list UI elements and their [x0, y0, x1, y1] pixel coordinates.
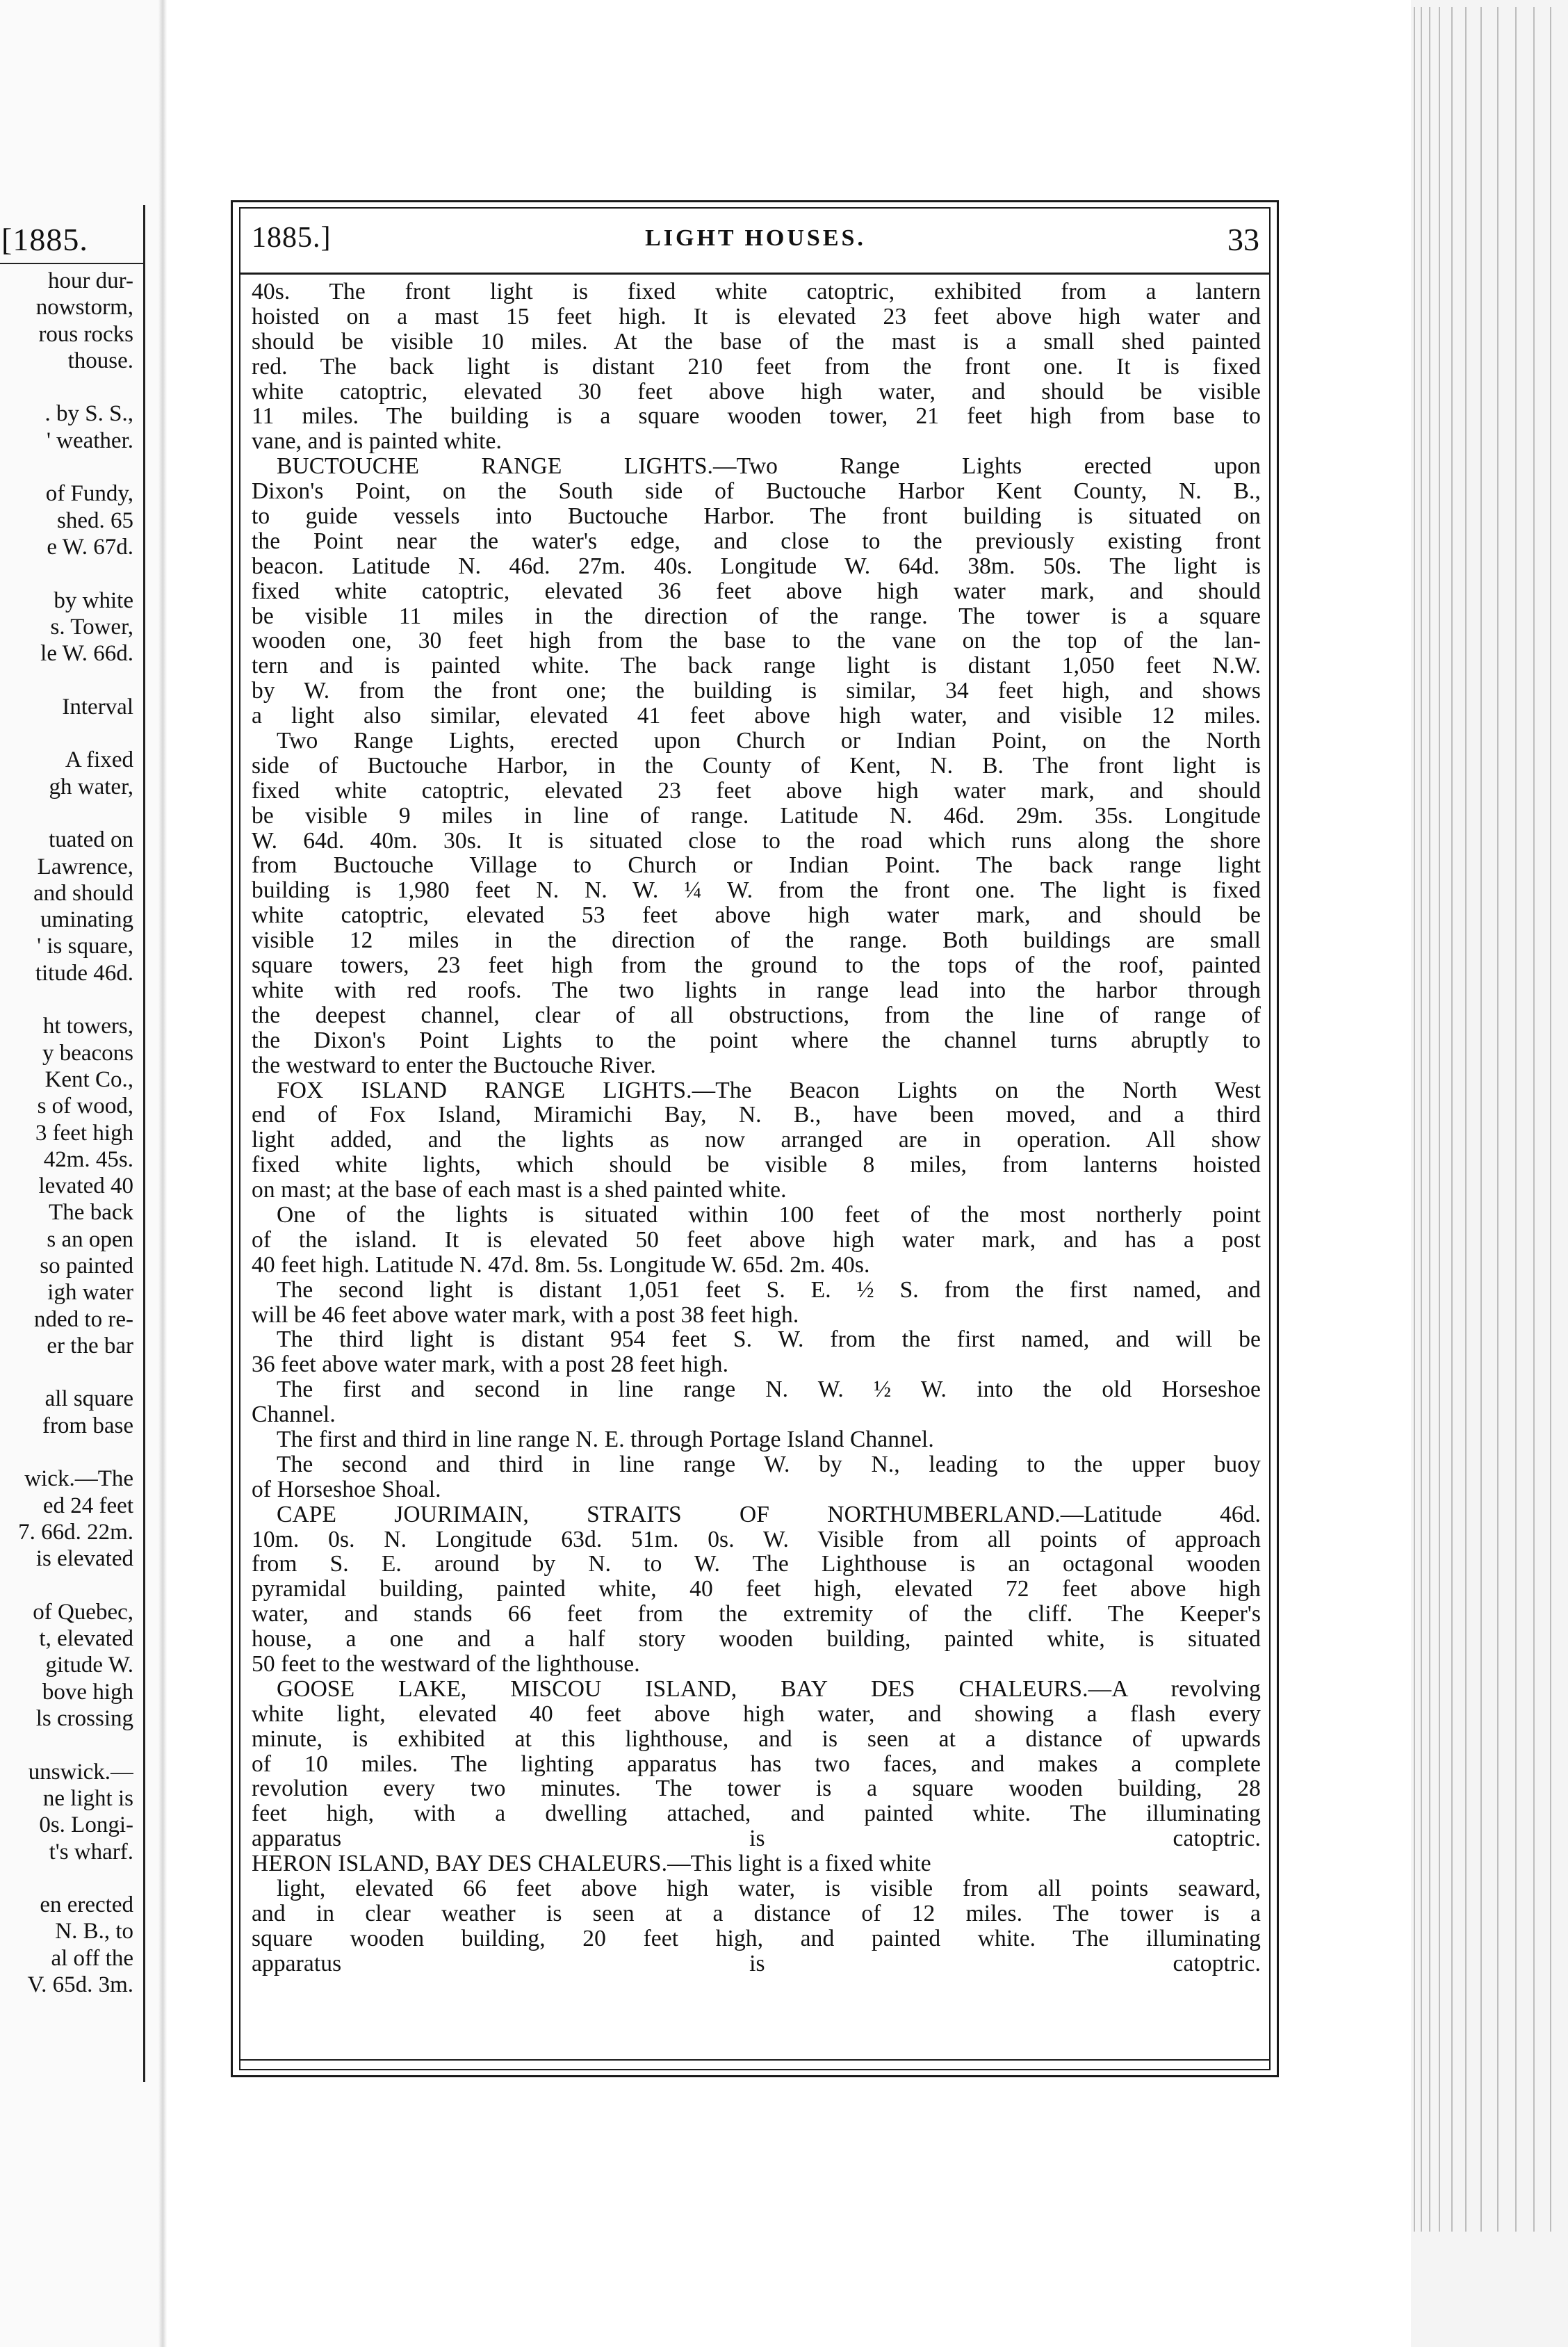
- book-gutter: [158, 0, 167, 2347]
- text-line: to guide vessels into Buctouche Harbor. The front building is situated on: [252, 504, 1261, 529]
- text-line: CAPE JOURIMAIN, STRAITS OF NORTHUMBERLAND.—Latitude 46d.: [277, 1502, 1261, 1527]
- bottom-rule: [239, 2059, 1271, 2061]
- left-page-line: 42m. 45s.: [43, 1146, 133, 1172]
- text-line: The first and third in line range N. E. through Portage Island Channel.: [277, 1427, 934, 1452]
- left-page-line: ed 24 feet: [42, 1493, 133, 1518]
- page-edge-line: [1550, 7, 1551, 2232]
- text-line: white catoptric, elevated 30 feet above high water, and should be visible: [252, 379, 1261, 405]
- text-line: The third light is distant 954 feet S. W. from the first named, and will be: [277, 1327, 1261, 1353]
- left-page-line: t's wharf.: [49, 1839, 133, 1865]
- text-line: red. The back light is distant 210 feet from the front one. It is fixed: [252, 354, 1261, 380]
- left-page-line: [0, 1359, 133, 1386]
- left-page-line: 3 feet high: [35, 1120, 133, 1146]
- text-line: white catoptric, elevated 53 feet above high water mark, and should be: [252, 903, 1261, 929]
- text-line: be visible 9 miles in line of range. Latitude N. 46d. 29m. 35s. Longitude: [252, 803, 1261, 829]
- text-line: and in clear weather is seen at a distance of 12 miles. The tower is a: [252, 1901, 1261, 1926]
- text-line: hoisted on a mast 15 feet high. It is elevated 23 feet above high water and: [252, 304, 1261, 330]
- text-line: of Horseshoe Shoal.: [252, 1477, 441, 1502]
- left-page-line: from base: [42, 1413, 133, 1438]
- text-line: side of Buctouche Harbor, in the County of Kent, N. B. The front light is: [252, 753, 1261, 779]
- left-page-line: gitude W.: [45, 1652, 133, 1678]
- text-line: white with red roofs. The two lights in range lead into the harbor through: [252, 977, 1261, 1003]
- left-page-line: so painted: [40, 1253, 133, 1278]
- left-page-line: tuated on: [49, 827, 133, 853]
- text-line: house, a one and a half story wooden building, painted white, is situated: [252, 1627, 1261, 1652]
- text-line: 10m. 0s. N. Longitude 63d. 51m. 0s. W. Visible from all points of approach: [252, 1527, 1261, 1552]
- text-line: fixed white catoptric, elevated 23 feet above high water mark, and should: [252, 778, 1261, 804]
- left-page-line: Interval: [62, 694, 133, 720]
- left-page-line: [0, 720, 133, 747]
- left-page-line: rous rocks: [38, 321, 133, 347]
- left-page-line: er the bar: [47, 1333, 133, 1358]
- text-line: 36 feet above water mark, with a post 28 feet high.: [252, 1352, 729, 1378]
- left-page-line: le W. 66d.: [40, 641, 133, 667]
- left-page-line: [0, 986, 133, 1013]
- left-page-line: igh water: [47, 1280, 133, 1306]
- left-page-line: 0s. Longi-: [39, 1812, 133, 1838]
- left-page-line: ' weather.: [46, 428, 133, 453]
- text-line: 11 miles. The building is a square wooden tower, 21 feet high from base to: [252, 404, 1261, 430]
- text-line: the Dixon's Point Lights to the point where the channel turns abruptly to: [252, 1028, 1261, 1053]
- header-rule: [239, 273, 1271, 275]
- text-line: from Buctouche Village to Church or Indian Point. The back range light: [252, 853, 1261, 879]
- text-line: The second and third in line range W. by N., leading to the upper buoy: [277, 1452, 1261, 1477]
- text-line: of the island. It is elevated 50 feet above high water mark, and has a post: [252, 1227, 1261, 1253]
- left-page-line: . by S. S.,: [44, 401, 133, 427]
- left-page-line: [0, 1573, 133, 1599]
- left-page-line: thouse.: [67, 348, 133, 373]
- text-line: the westward to enter the Buctouche River.: [252, 1053, 656, 1078]
- left-page-line: unswick.—: [28, 1759, 133, 1785]
- left-page-line: t, elevated: [39, 1626, 133, 1652]
- left-page-line: ht towers,: [42, 1014, 133, 1039]
- left-page-line: wick.—The: [24, 1466, 133, 1492]
- main-page: [167, 0, 1411, 2347]
- text-line: from S. E. around by N. to W. The Lighthouse is an octagonal wooden: [252, 1552, 1261, 1577]
- left-page-line: N. B., to: [55, 1919, 133, 1944]
- left-page-line: [0, 1439, 133, 1465]
- left-page-line: ' is square,: [37, 934, 133, 959]
- page-edge-line: [1465, 7, 1467, 2232]
- text-line: minute, is exhibited at this lighthouse, and is seen at a distance of upwards: [252, 1726, 1261, 1752]
- left-page-line: nded to re-: [34, 1306, 133, 1332]
- text-line: the Point near the water's edge, and close to the previously existing front: [252, 528, 1261, 554]
- text-line: beacon. Latitude N. 46d. 27m. 40s. Longitude W. 64d. 38m. 50s. The light is: [252, 553, 1261, 579]
- left-page-header: [1885.: [1, 222, 88, 257]
- text-line: building is 1,980 feet N. N. W. ¼ W. from the front one. The light is fixed: [252, 878, 1261, 904]
- text-line: white light, elevated 40 feet above high water, and showing a flash every: [252, 1701, 1261, 1727]
- page-edges: [1411, 0, 1568, 2347]
- left-page-line: gh water,: [49, 774, 133, 799]
- text-line: by W. from the front one; the building is similar, 34 feet high, and shows: [252, 679, 1261, 704]
- body-text: [252, 279, 1261, 1976]
- left-page-line: [0, 374, 133, 400]
- text-line: be visible 11 miles in the direction of the range. The tower is a square: [252, 603, 1261, 629]
- left-page-line: s an open: [47, 1226, 133, 1252]
- left-page-line: y beacons: [42, 1040, 133, 1066]
- left-page-line: is elevated: [35, 1546, 133, 1572]
- left-page-line: levated 40: [38, 1174, 133, 1199]
- left-facing-page: [0, 0, 167, 2347]
- text-line: Two Range Lights, erected upon Church or Indian Point, on the North: [277, 729, 1261, 754]
- text-line: feet high, with a dwelling attached, and painted white. The illuminating: [252, 1801, 1261, 1827]
- left-page-line: e W. 67d.: [47, 534, 133, 560]
- text-line: of 10 miles. The lighting apparatus has two faces, and makes a complete: [252, 1751, 1261, 1777]
- page-edge-line: [1421, 7, 1422, 2232]
- page-edge-line: [1429, 7, 1430, 2232]
- text-line: BUCTOUCHE RANGE LIGHTS.—Two Range Lights erected upon: [277, 454, 1261, 480]
- header-title: LIGHT HOUSES.: [645, 225, 866, 251]
- left-page-text: [0, 268, 133, 1998]
- text-line: One of the lights is situated within 100 feet of the most northerly point: [277, 1202, 1261, 1228]
- page-edge-line: [1497, 7, 1498, 2232]
- text-line: should be visible 10 miles. At the base of the mast is a small shed painted: [252, 329, 1261, 355]
- page-edge-line: [1515, 7, 1517, 2232]
- left-page-header-rule: [0, 263, 143, 264]
- left-page-line: of Quebec,: [33, 1599, 133, 1625]
- text-line: The first and second in line range N. W. ½ W. into the old Horseshoe: [277, 1377, 1261, 1403]
- text-line: Dixon's Point, on the South side of Buctouche Harbor Kent County, N. B.,: [252, 479, 1261, 505]
- left-page-line: shed. 65: [57, 507, 133, 533]
- left-page-line: by white: [54, 587, 133, 613]
- left-page-line: A fixed: [65, 747, 133, 773]
- text-line: water, and stands 66 feet from the extremity of the cliff. The Keeper's: [252, 1602, 1261, 1627]
- text-line: on mast; at the base of each mast is a shed painted white.: [252, 1178, 787, 1203]
- text-line: light added, and the lights as now arranged are in operation. All show: [252, 1128, 1261, 1153]
- page-edge-line: [1451, 7, 1453, 2232]
- left-page-line: s. Tower,: [50, 614, 133, 640]
- text-line: Channel.: [252, 1402, 336, 1427]
- left-page-line: s of wood,: [37, 1094, 133, 1119]
- page-edge-line: [1533, 7, 1535, 2232]
- left-page-line: Kent Co.,: [44, 1066, 133, 1092]
- left-page-line: en erected: [40, 1892, 133, 1918]
- text-line: apparatus is catoptric.: [252, 1951, 1261, 1976]
- left-page-line: [0, 667, 133, 693]
- text-line: apparatus is catoptric.: [252, 1826, 1261, 1852]
- header-year: 1885.]: [252, 222, 332, 254]
- left-page-line: nowstorm,: [35, 295, 133, 320]
- left-page-border: [143, 205, 145, 2082]
- text-line: revolution every two minutes. The tower is a square wooden building, 28: [252, 1776, 1261, 1802]
- page-number: 33: [1227, 222, 1259, 257]
- text-line: tern and is painted white. The back range light is distant 1,050 feet N.W.: [252, 653, 1261, 679]
- page-edge-line: [1414, 7, 1415, 2232]
- left-page-line: [0, 454, 133, 480]
- left-page-line: hour dur-: [47, 268, 133, 293]
- text-line: vane, and is painted white.: [252, 429, 502, 455]
- left-page-line: ls crossing: [35, 1706, 133, 1732]
- text-line: 40s. The front light is fixed white catoptric, exhibited from a lantern: [252, 279, 1261, 304]
- left-page-line: [0, 800, 133, 827]
- text-line: 40 feet high. Latitude N. 47d. 8m. 5s. Longitude W. 65d. 2m. 40s.: [252, 1252, 870, 1278]
- left-page-line: 7. 66d. 22m.: [18, 1519, 133, 1545]
- text-line: square wooden building, 20 feet high, and painted white. The illuminating: [252, 1926, 1261, 1951]
- text-line: square towers, 23 feet high from the ground to the tops of the roof, painted: [252, 953, 1261, 978]
- text-line: The second light is distant 1,051 feet S. E. ½ S. from the first named, and: [277, 1277, 1261, 1303]
- text-line: light, elevated 66 feet above high water, is visible from all points seaward,: [277, 1876, 1261, 1901]
- left-page-line: [0, 1865, 133, 1892]
- text-line: pyramidal building, painted white, 40 feet high, elevated 72 feet above high: [252, 1577, 1261, 1602]
- running-header: [252, 221, 1259, 263]
- text-line: a light also similar, elevated 41 feet above high water, and visible 12 miles.: [252, 704, 1261, 729]
- text-line: fixed white lights, which should be visible 8 miles, from lanterns hoisted: [252, 1153, 1261, 1178]
- page-edge-line: [1480, 7, 1482, 2232]
- left-page-line: [0, 1732, 133, 1758]
- left-page-line: al off the: [51, 1945, 133, 1971]
- left-page-line: titude 46d.: [35, 960, 133, 986]
- text-line: GOOSE LAKE, MISCOU ISLAND, BAY DES CHALEURS.—A revolving: [277, 1676, 1261, 1702]
- left-page-line: and should: [33, 880, 133, 906]
- text-line: HERON ISLAND, BAY DES CHALEURS.—This light is a fixed white: [252, 1851, 931, 1876]
- text-line: W. 64d. 40m. 30s. It is situated close to the road which runs along the shore: [252, 828, 1261, 854]
- left-page-line: of Fundy,: [45, 481, 133, 507]
- text-line: fixed white catoptric, elevated 36 feet above high water mark, and should: [252, 578, 1261, 604]
- page-edge-line: [1439, 7, 1440, 2232]
- left-page-line: Lawrence,: [37, 854, 133, 879]
- text-line: FOX ISLAND RANGE LIGHTS.—The Beacon Lights on the North West: [277, 1078, 1261, 1103]
- left-page-line: uminating: [40, 907, 133, 933]
- text-line: end of Fox Island, Miramichi Bay, N. B., have been moved, and a third: [252, 1103, 1261, 1128]
- text-line: wooden one, 30 feet high from the base to the vane on the top of the lan-: [252, 628, 1261, 654]
- text-line: will be 46 feet above water mark, with a post 38 feet high.: [252, 1302, 799, 1328]
- left-page-line: The back: [49, 1200, 133, 1226]
- left-page-line: ne light is: [42, 1785, 133, 1811]
- left-page-line: V. 65d. 3m.: [27, 1972, 133, 1997]
- left-page-line: all square: [44, 1386, 133, 1412]
- left-page-line: [0, 560, 133, 587]
- left-page-line: bove high: [42, 1679, 133, 1705]
- text-line: visible 12 miles in the direction of the range. Both buildings are small: [252, 928, 1261, 954]
- text-line: the deepest channel, clear of all obstructions, from the line of range of: [252, 1002, 1261, 1028]
- text-line: 50 feet to the westward of the lighthouse.: [252, 1651, 640, 1677]
